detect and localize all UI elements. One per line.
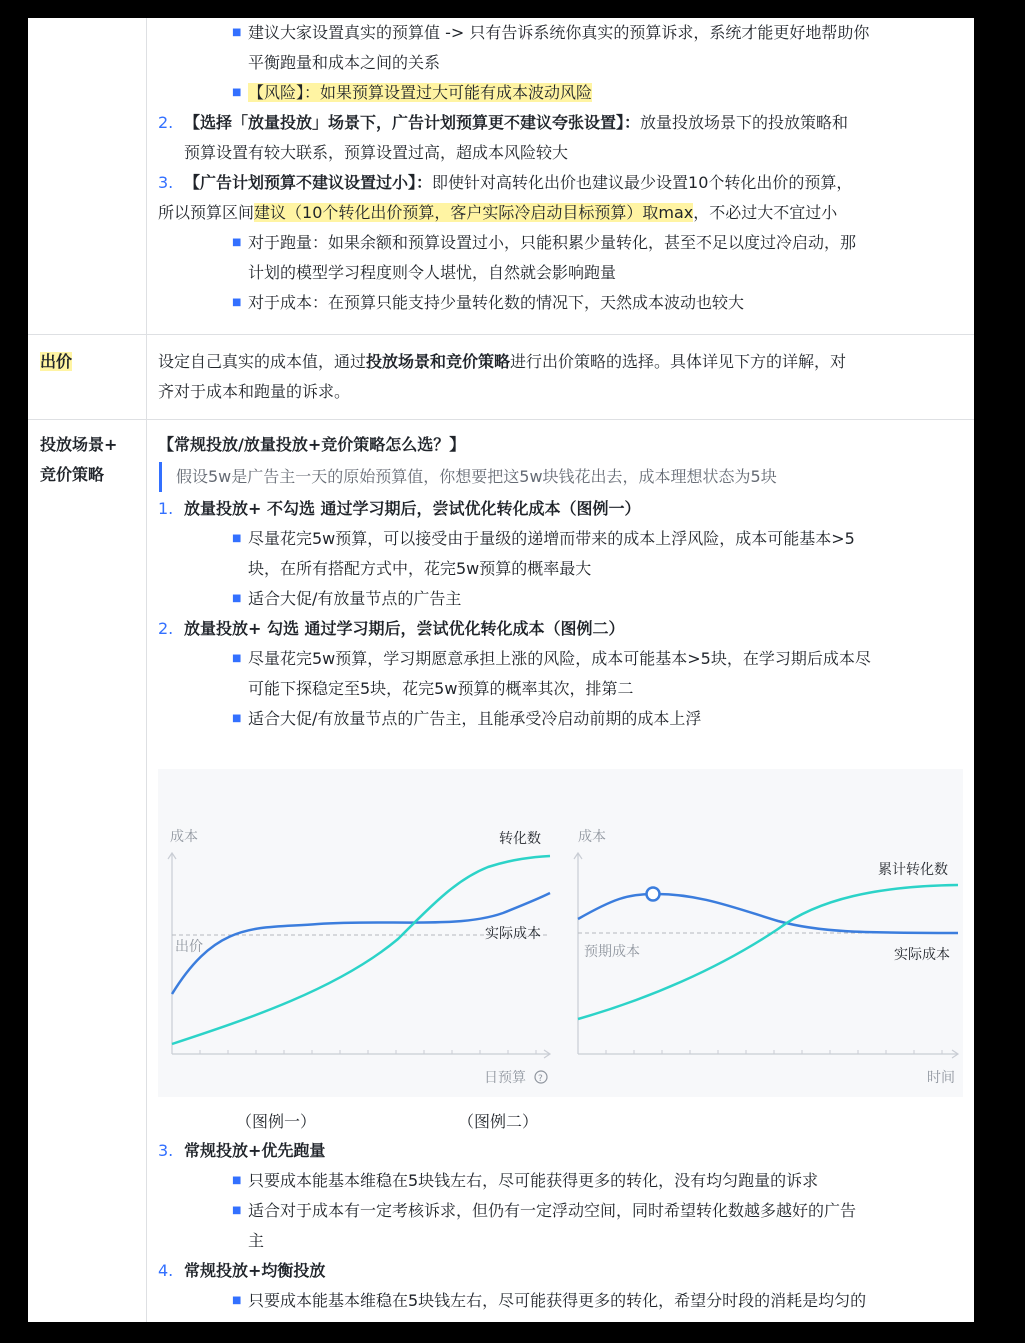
list-item-continued — [158, 198, 964, 228]
figure-caption-2: （图例二） — [458, 1112, 539, 1131]
section-heading — [158, 430, 964, 460]
list-number: 1. — [158, 499, 174, 518]
series-conversions-line — [172, 856, 550, 1044]
list-item-continued — [158, 48, 964, 78]
charts-svg — [158, 769, 963, 1097]
chart-illustration — [158, 769, 963, 1097]
row-label-bid: 出价 — [40, 352, 73, 371]
svg-text:?: ? — [538, 1074, 543, 1084]
list-item-continued — [158, 554, 964, 584]
list-number: 3. — [158, 1141, 174, 1160]
expected-cost-label: 预期成本 — [584, 944, 640, 960]
list-number: 2. — [158, 113, 174, 132]
list-item-continued — [158, 1226, 964, 1256]
bullet-icon: ■ — [232, 27, 242, 38]
list-item — [158, 1286, 964, 1316]
bullet-text: 适合对于成本有一定考核诉求，但仍有一定浮动空间，同时希望转化数越多越好的广告 — [248, 1201, 857, 1220]
bullet-icon: ■ — [232, 87, 242, 98]
list-item — [158, 614, 964, 644]
bullet-text: 对于跑量：如果余额和预算设置过小，只能积累少量转化，甚至不足以度过冷启动，那 — [248, 233, 857, 252]
row-label-strategy-line1: 投放场景+ — [40, 435, 118, 454]
item-text: 放量投放场景下的投放策略和 — [640, 113, 849, 132]
list-item — [158, 704, 964, 734]
list-item — [158, 494, 964, 524]
bullet-icon: ■ — [232, 593, 242, 604]
item-text: 预算设置有较大联系，预算设置过高，超成本风险较大 — [184, 143, 569, 162]
y-axis-label: 成本 — [578, 829, 606, 845]
row-content-cell — [158, 18, 964, 318]
list-item — [158, 1166, 964, 1196]
series-label-conversions: 转化数 — [499, 831, 541, 847]
help-circle-icon[interactable] — [535, 1071, 547, 1084]
bullet-icon: ■ — [232, 1175, 242, 1186]
paragraph-text: 设定自己真实的成本值，通过 — [158, 352, 367, 371]
list-item — [158, 1136, 964, 1166]
item-text: 即使针对高转化出价也建议最少设置10个转化出价的预算， — [432, 173, 853, 192]
bullet-text: 块，在所有搭配方式中，花完5w预算的概率最大 — [248, 559, 592, 578]
budget-highlight: 建议（10个转化出价预算，客户实际冷启动目标预算）取max — [254, 203, 694, 222]
list-item-continued — [158, 258, 964, 288]
list-number: 3. — [158, 173, 174, 192]
list-item — [158, 1196, 964, 1226]
bullet-text: 可能下探稳定至5块，花完5w预算的概率其次，排第二 — [248, 679, 634, 698]
chart-2 — [574, 828, 958, 1086]
series-actual-cost-line — [578, 894, 958, 933]
list-item-continued — [158, 138, 964, 168]
bullet-text: 建议大家设置真实的预算值 -> 只有告诉系统你真实的预算诉求，系统才能更好地帮助你 — [248, 23, 870, 42]
list-item — [158, 228, 964, 258]
bullet-icon: ■ — [232, 713, 242, 724]
x-axis-label: 日预算 — [484, 1070, 526, 1086]
table-row-budget — [28, 18, 974, 335]
y-axis-label: 成本 — [170, 829, 198, 845]
bullet-icon: ■ — [232, 1295, 242, 1306]
bullet-text: 对于成本：在预算只能支持少量转化数的情况下，天然成本波动也较大 — [248, 293, 745, 312]
peak-marker — [647, 888, 660, 901]
item-title: 【广告计划预算不建议设置过小】： — [184, 173, 433, 192]
item-title: 【选择「放量投放」场景下，广告计划预算更不建议夸张设置】： — [184, 113, 641, 132]
item-title: 放量投放+ 勾选 通过学习期后，尝试优化转化成本（图例二） — [184, 619, 625, 638]
list-number: 4. — [158, 1261, 174, 1280]
bullet-text: 尽量花完5w预算，学习期愿意承担上涨的风险，成本可能基本>5块，在学习期后成本尽 — [248, 649, 871, 668]
bullet-text: 只要成本能基本维稳在5块钱左右，尽可能获得更多的转化，希望分时段的消耗是均匀的 — [248, 1291, 867, 1310]
row-label-cell — [28, 335, 147, 419]
bullet-icon: ■ — [232, 297, 242, 308]
series-label-cumulative-conversions: 累计转化数 — [878, 862, 948, 878]
bullet-icon: ■ — [232, 1205, 242, 1216]
series-label-actual-cost: 实际成本 — [894, 947, 950, 963]
row-label-cell — [28, 18, 147, 334]
quote-block — [159, 462, 964, 492]
figure-caption-1: （图例一） — [236, 1112, 317, 1131]
row-label-cell — [28, 420, 147, 1322]
heading-text: 【常规投放/放量投放+竞价策略怎么选？】 — [158, 435, 466, 454]
bullet-icon: ■ — [232, 237, 242, 248]
list-item — [158, 288, 964, 318]
bullet-icon: ■ — [232, 653, 242, 664]
paragraph-line — [158, 377, 964, 407]
list-item — [158, 524, 964, 554]
bullet-text: 适合大促/有放量节点的广告主 — [248, 589, 462, 608]
paragraph-bold: 投放场景和竞价策略 — [366, 352, 511, 371]
item-title: 常规投放+优先跑量 — [184, 1141, 326, 1160]
table-row-bid — [28, 335, 974, 420]
paragraph-text: 齐对于成本和跑量的诉求。 — [158, 382, 351, 401]
row-label-strategy-line2: 竞价策略 — [40, 465, 105, 484]
list-item-continued — [158, 674, 964, 704]
row-content-cell — [158, 347, 964, 407]
item-title: 放量投放+ 不勾选 通过学习期后，尝试优化转化成本（图例一） — [184, 499, 641, 518]
list-item — [158, 584, 964, 614]
list-item — [158, 108, 964, 138]
row-content-cell-continued — [158, 1136, 964, 1316]
risk-highlight: 【风险】：如果预算设置过大可能有成本波动风险 — [248, 83, 593, 102]
bullet-text: 平衡跑量和成本之间的关系 — [248, 53, 441, 72]
document-page — [28, 18, 974, 1322]
item-title: 常规投放+均衡投放 — [184, 1261, 326, 1280]
paragraph-text: 进行出价策略的选择。具体详见下方的详解，对 — [510, 352, 847, 371]
x-axis-label: 时间 — [927, 1070, 955, 1086]
item-text: ，不必过大不宜过小 — [693, 203, 838, 222]
bullet-text: 适合大促/有放量节点的广告主，且能承受冷启动前期的成本上浮 — [248, 709, 702, 728]
list-item — [158, 644, 964, 674]
list-number: 2. — [158, 619, 174, 638]
bullet-text: 只要成本能基本维稳在5块钱左右，尽可能获得更多的转化，没有均匀跑量的诉求 — [248, 1171, 819, 1190]
bullet-text: 尽量花完5w预算，可以接受由于量级的递增而带来的成本上浮风险，成本可能基本>5 — [248, 529, 855, 548]
bid-label: 出价 — [175, 939, 203, 955]
list-item — [158, 168, 964, 198]
bullet-icon: ■ — [232, 533, 242, 544]
table-row-strategy — [28, 420, 974, 1322]
paragraph-line — [158, 347, 964, 377]
chart-1 — [168, 828, 550, 1086]
bullet-text: 主 — [248, 1231, 265, 1250]
series-label-actual-cost: 实际成本 — [485, 926, 541, 942]
bullet-text: 计划的模型学习程度则令人堪忧，自然就会影响跑量 — [248, 263, 617, 282]
row-content-cell — [158, 430, 964, 734]
item-text: 所以预算区间 — [158, 203, 255, 222]
series-actual-cost-line — [172, 893, 550, 994]
list-item — [158, 18, 964, 48]
quote-text: 假设5w是广告主一天的原始预算值，你想要把这5w块钱花出去，成本理想状态为5块 — [176, 467, 777, 486]
list-item — [158, 78, 964, 108]
list-item — [158, 1256, 964, 1286]
